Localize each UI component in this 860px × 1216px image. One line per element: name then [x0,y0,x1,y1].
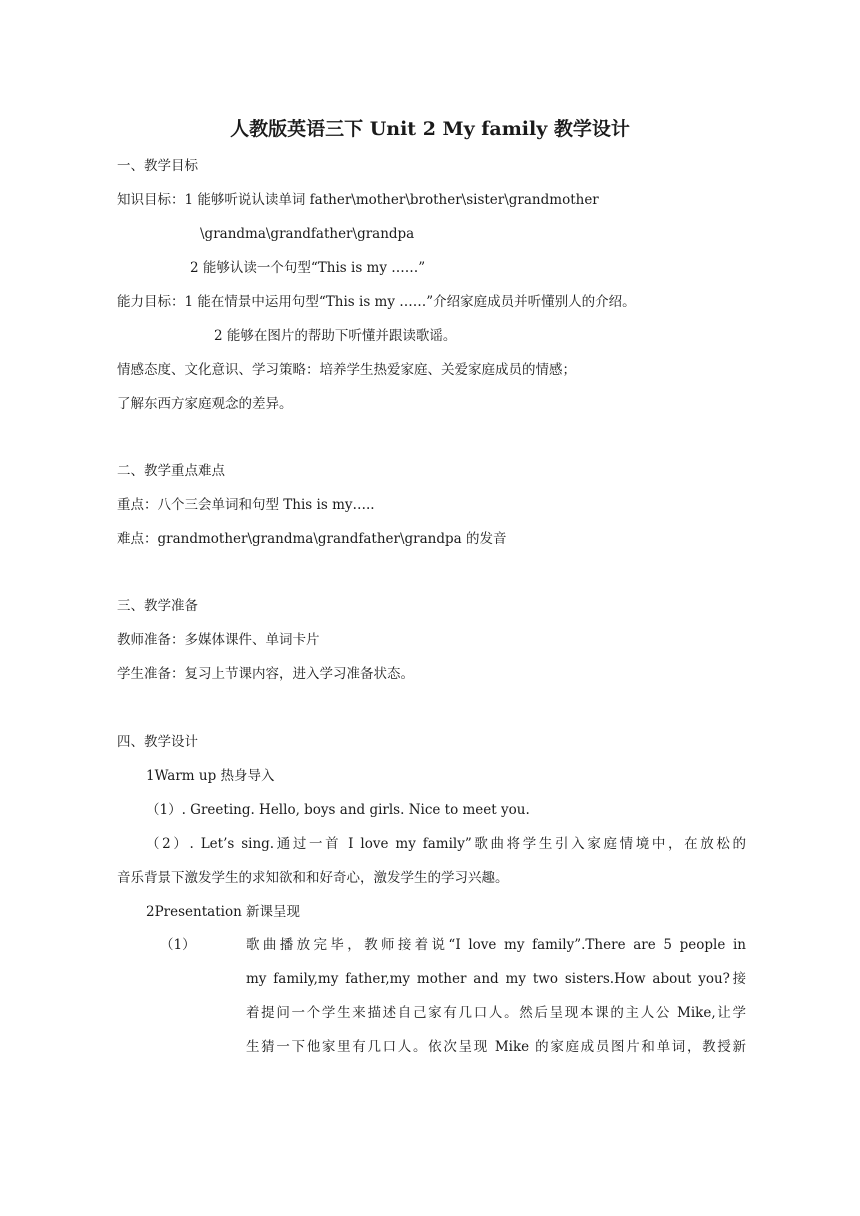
ability-goal-line-2: 2 能够在图片的帮助下听懂并跟读歌谣。 [214,328,457,344]
section-heading-preparation: 三、教学准备 [117,598,198,614]
paragraph-line: 生猜一下他家里有几口人。依次呈现 Mike 的家庭成员图片和单词，教授新 [246,1039,746,1055]
emotion-goal-line-1: 情感态度、文化意识、学习策略：培养学生热爱家庭、关爱家庭成员的情感； [117,362,576,378]
warmup-item-2: （2）. Let’s sing.通过一首 I love my family”歌曲将学生引入家庭情境中，在放松的 [146,836,746,852]
knowledge-goal-line-1: 知识目标：1 能够听说认读单词 father\mother\brother\sister\grandmother [117,192,599,208]
presentation-heading: 2Presentation 新课呈现 [146,904,301,920]
section-heading-design: 四、教学设计 [117,734,198,750]
knowledge-goal-line-2: 2 能够认读一个句型“This is my ……” [190,260,426,276]
paragraph-line: 着提问一个学生来描述自己家有几口人。然后呈现本课的主人公 Mike,让学 [246,1005,746,1021]
knowledge-goal-line-1b: \grandma\grandfather\grandpa [200,226,415,242]
document-title: 人教版英语三下 Unit 2 My family 教学设计 [230,118,630,140]
warmup-item-1: （1）. Greeting. Hello, boys and girls. Nice to meet you. [146,802,530,818]
ability-goal-line-1: 能力目标：1 能在情景中运用句型“This is my ……”介绍家庭成员并听懂别人的介绍。 [117,294,636,310]
section-heading-goals: 一、教学目标 [117,158,198,174]
key-point-line: 重点：八个三会单词和句型 This is my….. [117,497,375,513]
teacher-preparation-line: 教师准备：多媒体课件、单词卡片 [117,632,320,648]
student-preparation-line: 学生准备：复习上节课内容，进入学习准备状态。 [117,666,414,682]
warmup-item-2-continued: 音乐背景下激发学生的求知欲和和好奇心，激发学生的学习兴趣。 [117,870,509,886]
warmup-heading: 1Warm up 热身导入 [146,768,275,784]
paragraph-line: my family,my father,my mother and my two sisters.How about you?接 [246,971,746,987]
difficult-point-line: 难点：grandmother\grandma\grandfather\grandpa 的发音 [117,531,507,547]
section-heading-key-points: 二、教学重点难点 [117,463,225,479]
presentation-item-number: （1） [160,937,196,953]
paragraph-line: 歌曲播放完毕，教师接着说“I love my family”.There are 5 people in [246,937,746,953]
emotion-goal-line-2: 了解东西方家庭观念的差异。 [117,396,293,412]
